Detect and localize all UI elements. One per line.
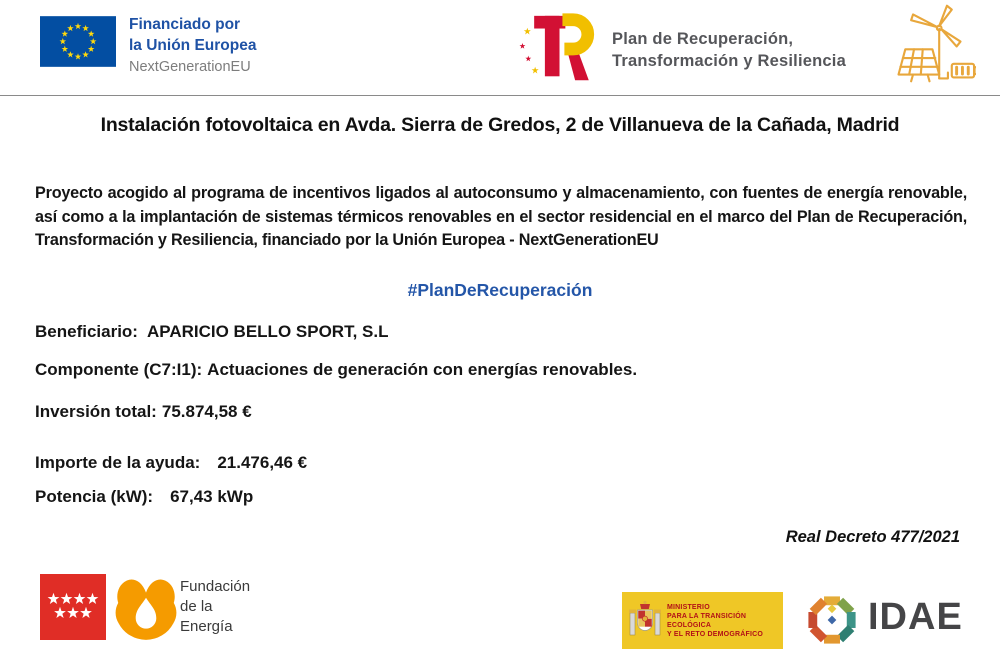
madrid-flag-icon: [40, 574, 106, 640]
detail-row-importe-ayuda: [35, 453, 307, 473]
page-title: Instalación fotovoltaica en Avda. Sierra de Gredos, 2 de Villanueva de la Cañada, Madrid: [100, 114, 900, 136]
beneficiario-value: APARICIO BELLO SPORT, S.L: [146, 322, 389, 341]
renewables-icon: [884, 2, 976, 86]
componente-value: Actuaciones de generación con energías renovables.: [207, 360, 638, 379]
prtr-label-line1: Plan de Recuperación,: [612, 30, 794, 48]
ministry-label: MINISTERIO PARA LA TRANSICIÓN ECOLÓGICA Y EL RETO DEMOGRÁFICO: [667, 603, 763, 638]
idae-label: IDAE: [868, 596, 963, 638]
ministry-logo: [622, 592, 783, 649]
beneficiario-label: Beneficiario:: [35, 322, 138, 341]
detail-row-inversion: [35, 402, 252, 422]
ministry-coat-of-arms-icon: [628, 599, 662, 643]
eu-flag-icon: [40, 16, 116, 67]
detail-row-potencia: [35, 487, 253, 507]
potencia-label: Potencia (kW):: [35, 487, 154, 506]
detail-row-componente: [35, 360, 637, 380]
eu-funding-label-line1: Financiado por: [129, 16, 241, 33]
importe-value: 21.476,46 €: [217, 453, 308, 472]
nextgenerationeu-label: NextGenerationEU: [129, 59, 251, 75]
fundacion-energia-icon: [110, 571, 182, 643]
idae-logo-icon: [804, 592, 860, 648]
eu-funding-logo: [40, 16, 256, 78]
hashtag: #PlanDeRecuperación: [407, 280, 593, 300]
header-divider: [0, 95, 1000, 96]
prtr-label-line2: Transformación y Resiliencia: [612, 52, 846, 70]
prtr-logo: [518, 10, 846, 88]
inversion-label: Inversión total:: [35, 402, 157, 421]
fundacion-energia-label: Fundación de la Energía: [180, 578, 251, 635]
detail-row-beneficiario: [35, 322, 388, 342]
project-description: Proyecto acogido al programa de incentivos ligados al autoconsumo y almacenamiento, con fuentes de energía renovable, así como a la implantación de sistemas térmicos renovables en el sector residencial en el marco del Plan de Recuperación, Transformación y Resiliencia, financiado por la Unión Europea - NextGenerationEU: [35, 184, 967, 249]
inversion-value: 75.874,58 €: [161, 402, 252, 421]
importe-label: Importe de la ayuda:: [35, 453, 201, 472]
decree-note: Real Decreto 477/2021: [785, 528, 960, 546]
potencia-value: 67,43 kWp: [170, 487, 254, 506]
prtr-tr-icon: [518, 10, 602, 88]
componente-label: Componente (C7:I1):: [35, 360, 203, 379]
eu-funding-label-line2: la Unión Europea: [129, 37, 257, 54]
